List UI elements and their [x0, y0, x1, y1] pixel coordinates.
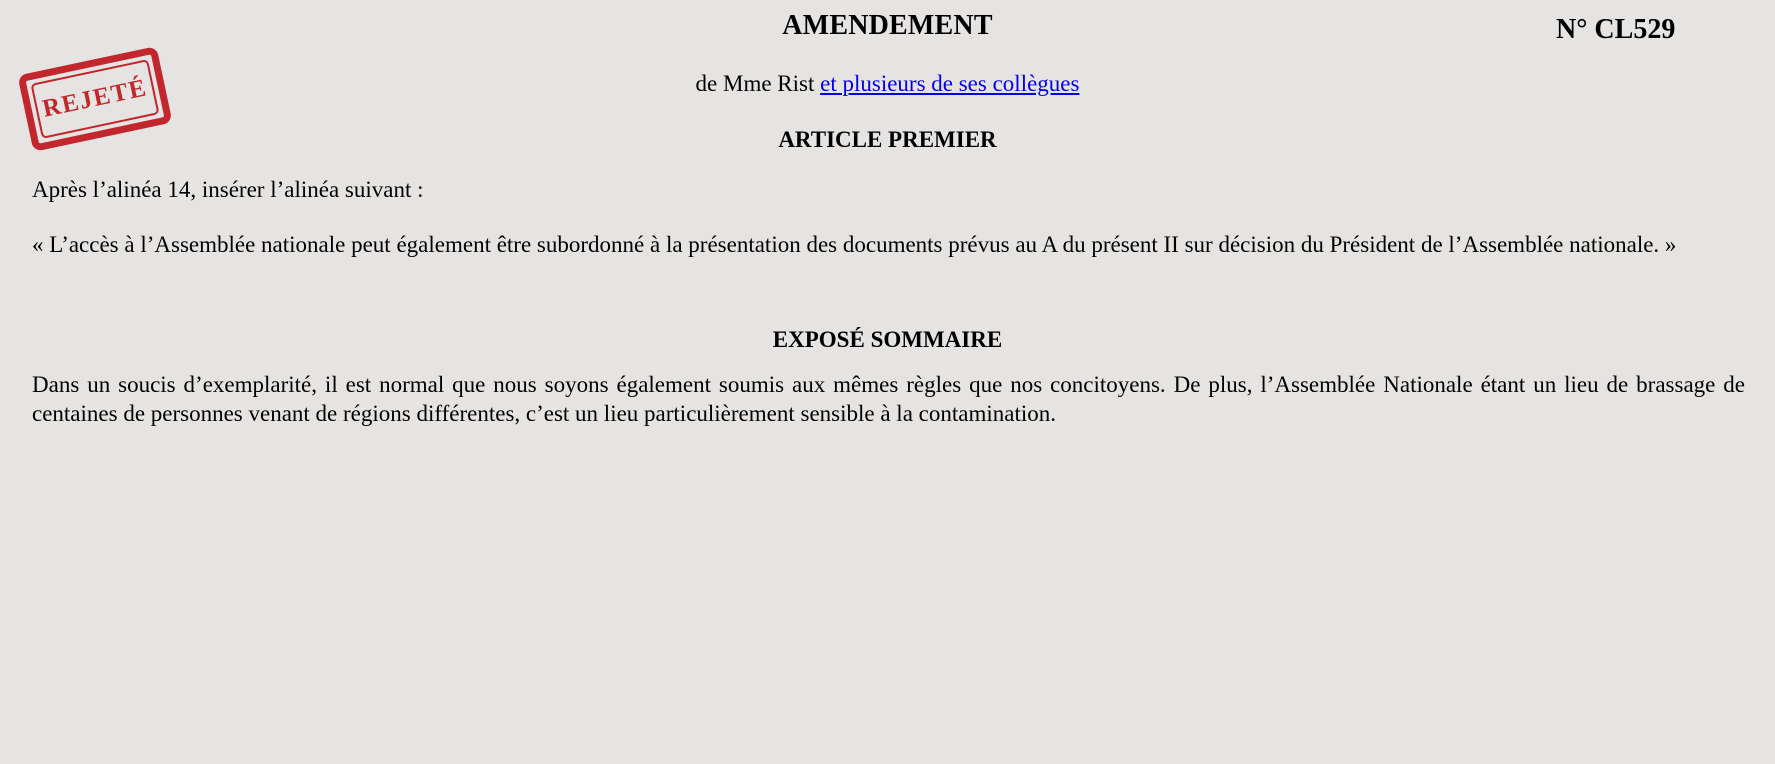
summary-paragraph: Dans un soucis d’exemplarité, il est normal que nous soyons également soumis aux mêmes règles que nos concitoyens. De plus, l’Assemblée Nationale étant un lieu de brassage de centaines de personnes venant de régions différentes, c’est un lieu particulièrement sensible à la contamination. — [32, 372, 1745, 426]
instruction-paragraph: Après l’alinéa 14, insérer l’alinéa suivant : — [32, 177, 424, 202]
inserted-text-paragraph: « L’accès à l’Assemblée nationale peut également être subordonné à la présentation des documents prévus au A du présent II sur décision du Président de l’Assemblée nationale. » — [32, 232, 1677, 257]
summary-heading: EXPOSÉ SOMMAIRE — [772, 327, 1003, 352]
amendment-title: AMENDEMENT — [782, 10, 993, 41]
author-name: de Mme Rist — [695, 71, 821, 96]
author-line — [0, 71, 1775, 97]
amendment-number: N° CL529 — [1556, 14, 1676, 45]
article-heading: ARTICLE PREMIER — [778, 127, 997, 152]
cosigners-link[interactable]: et plusieurs de ses collègues — [820, 71, 1080, 96]
stamp-label: REJETÉ — [40, 74, 150, 123]
